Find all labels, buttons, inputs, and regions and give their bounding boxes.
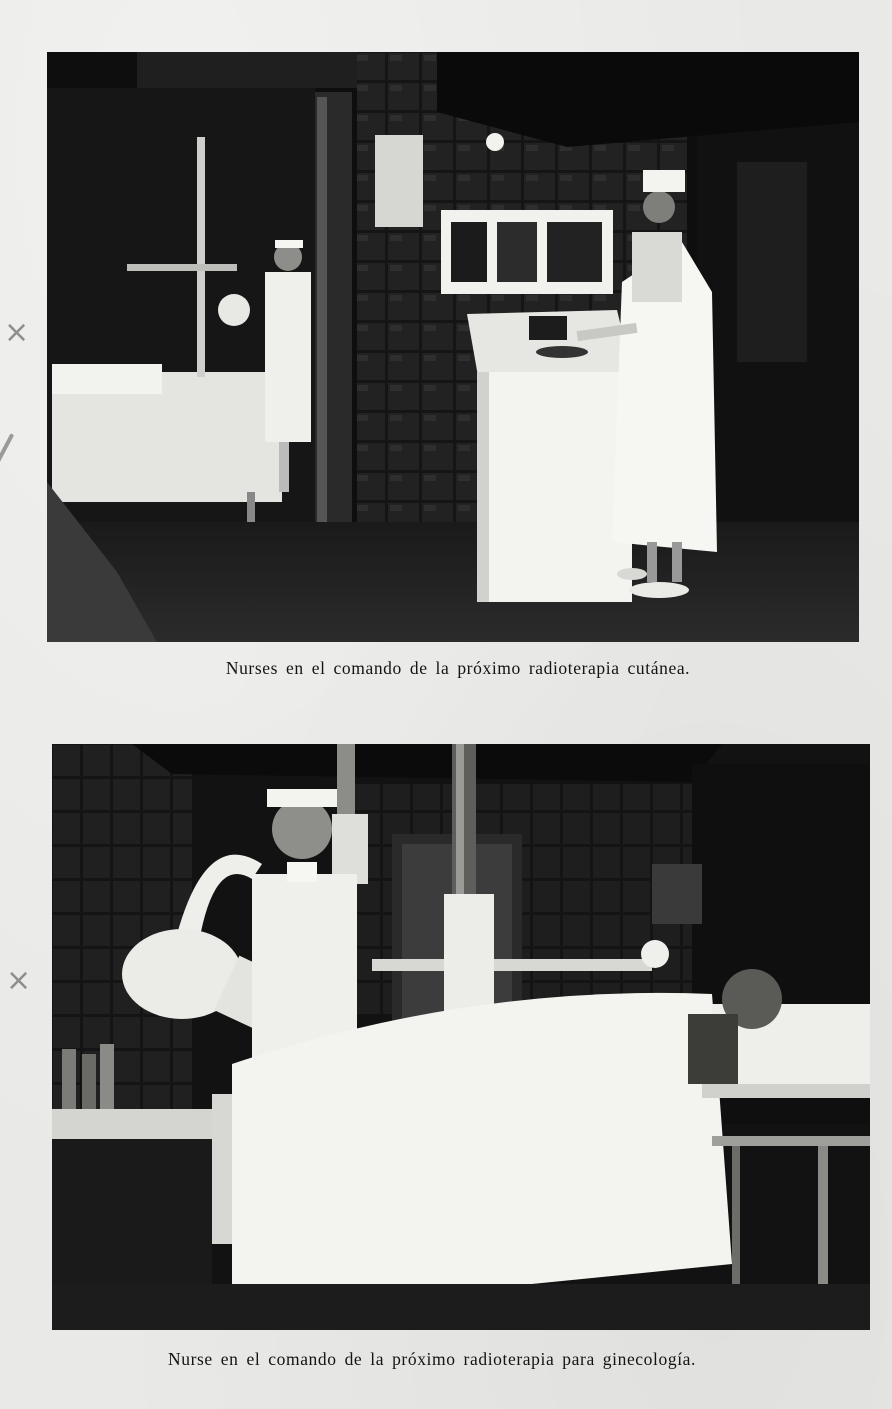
caption-bottom: Nurse en el comando de la próximo radioterapia para ginecología.: [168, 1349, 696, 1369]
photo-bottom-illustration: [52, 744, 870, 1330]
photo-top-illustration: [47, 52, 859, 642]
margin-pencil-tick: [0, 433, 14, 467]
margin-cross-mark-top: ×: [4, 315, 30, 350]
photo-nurse-gynecology-radiotherapy: [52, 744, 870, 1330]
photo-nurses-skin-radiotherapy: [47, 52, 859, 642]
caption-top: Nurses en el comando de la próximo radioterapia cutánea.: [225, 658, 691, 678]
margin-cross-mark-bottom: ×: [6, 963, 32, 998]
